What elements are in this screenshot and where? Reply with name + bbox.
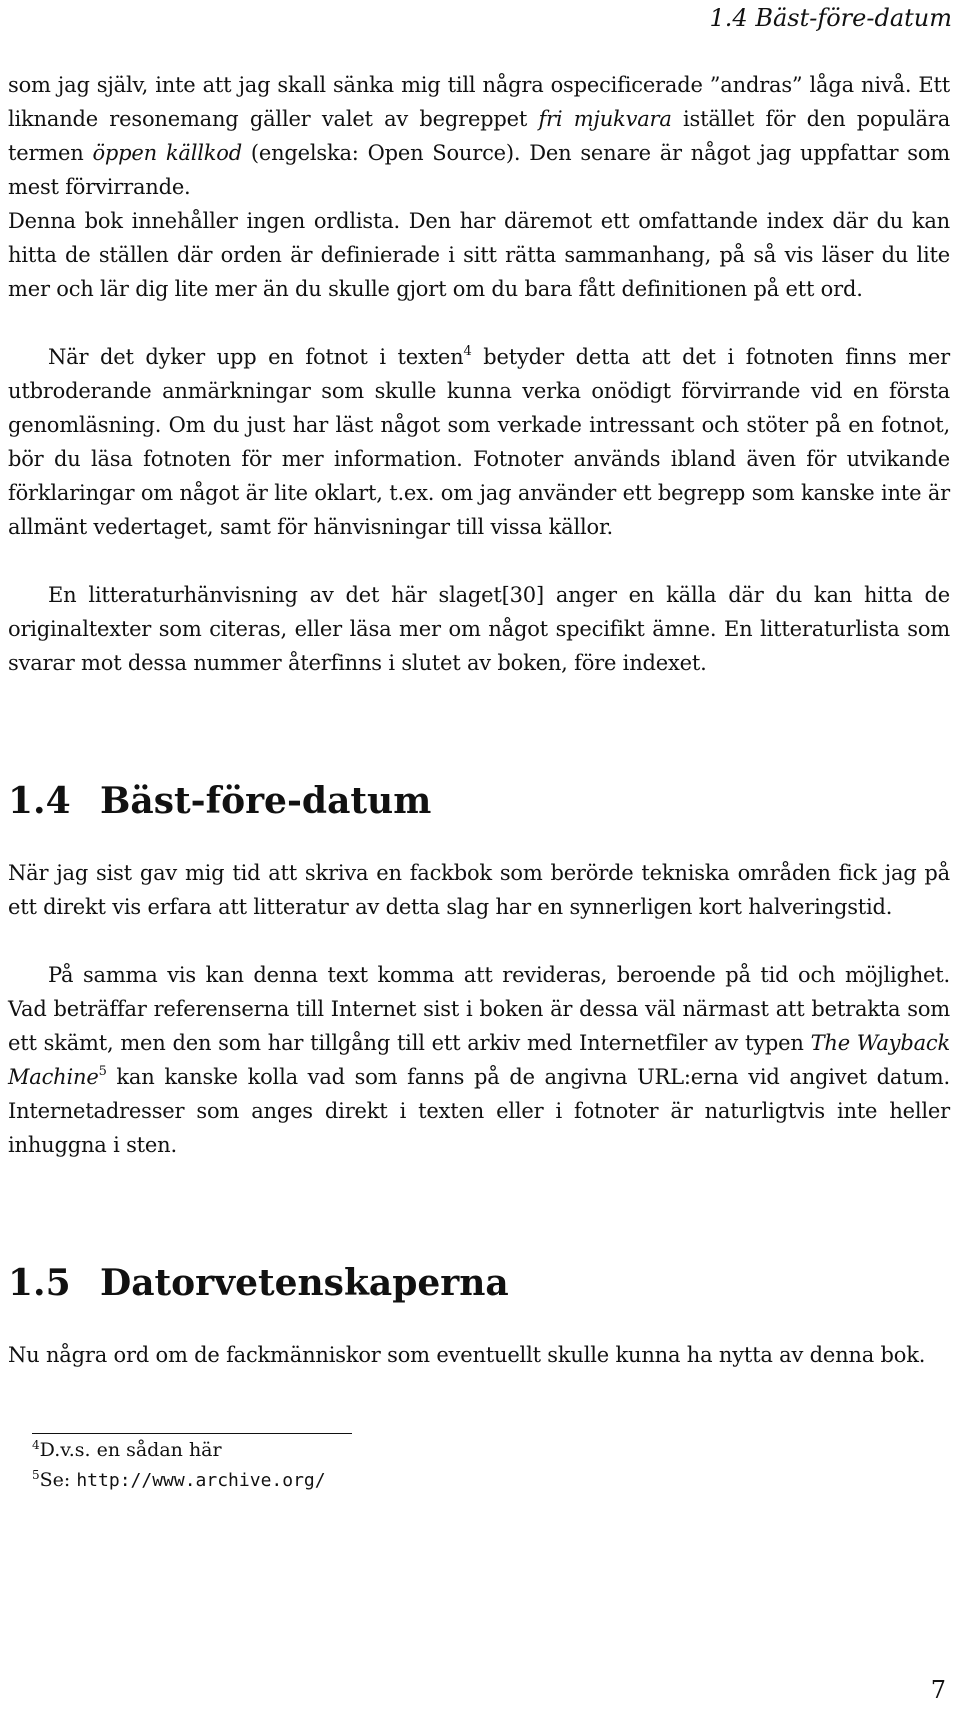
- footnote-rule: [32, 1433, 352, 1434]
- running-header: 1.4 Bäst-före-datum: [709, 4, 952, 32]
- footnote-mark[interactable]: 5: [98, 1064, 107, 1079]
- paragraph-references: En litteraturhänvisning av det här slaget[30] anger en källa där du kan hitta de originaltexter som citeras, eller läsa mer om något specifikt ämne. En litteraturlista som svarar mot dessa nummer återfinns i slutet av boken, före indexet.: [8, 583, 950, 675]
- section-title: Bäst-före-datum: [100, 780, 432, 822]
- paragraph-continued: [8, 68, 950, 204]
- section-number: 1.4: [8, 780, 71, 822]
- footnote-text: Se:: [39, 1469, 77, 1491]
- text-run: som jag själv, inte att jag skall sänka mig till några ospecificerade ”andras” låga nivå. Ett liknande resonemang gäller valet av begreppet: [8, 73, 950, 131]
- section-title: Datorvetenskaperna: [100, 1262, 509, 1304]
- paragraph-revisions: [8, 958, 950, 1162]
- text-run: När det dyker upp en fotnot i texten: [48, 345, 464, 369]
- paragraph-shelf-life: När jag sist gav mig tid att skriva en fackbok som berörde tekniska områden fick jag på ett direkt vis erfara att litteratur av detta slag har en synnerligen kort halveringstid.: [8, 861, 950, 919]
- footnote-4: [32, 1436, 222, 1464]
- paragraph-footnotes: [8, 340, 950, 544]
- paragraph-intro: Nu några ord om de fackmänniskor som eventuellt skulle kunna ha nytta av denna bok.: [8, 1343, 926, 1367]
- text-run: betyder detta att det i fotnoten finns mer utbroderande anmärkningar som skulle kunna verka onödigt förvirrande vid en första genomläsning. Om du just har läst något som verkade intressant och stöter på en fotnot, bör du läsa fotnoten för mer information. Fotnoter används ibland även för utvikande förklaringar om något är lite oklart, t.ex. om jag använder ett begrepp som kanske inte är allmänt vedertaget, samt för hänvisningar till vissa källor.: [8, 345, 950, 539]
- section-heading-1-5: [8, 1262, 509, 1304]
- section-heading-1-4: [8, 780, 431, 822]
- emphasis: The Wayback Machine: [8, 1031, 950, 1089]
- footnote-mark[interactable]: 4: [463, 344, 472, 359]
- footnote-number: 5: [32, 1468, 40, 1482]
- section-number: 1.5: [8, 1262, 71, 1304]
- text-run: På samma vis kan denna text komma att revideras, beroende på tid och möjlighet. Vad beträffar referenserna till Internet sist i boken är dessa väl närmast att betrakta som ett skämt, men den som har tillgång till ett arkiv med Internetfiler av typen: [8, 963, 950, 1055]
- paragraph-glossary: Denna bok innehåller ingen ordlista. Den har däremot ett omfattande index där du kan hitta de ställen där orden är definierade i sitt rätta sammanhang, på så vis läser du lite mer och lär dig lite mer än du skulle gjort om du bara fått definitionen på ett ord.: [8, 209, 950, 301]
- text-run: kan kanske kolla vad som fanns på de angivna URL:erna vid angivet datum. Internetadresser som anges direkt i texten eller i fotnoter är naturligtvis inte heller inhuggna i sten.: [8, 1065, 950, 1157]
- footnote-text: D.v.s. en sådan här: [39, 1439, 222, 1461]
- text-run: (engelska: Open Source). Den senare är något jag uppfattar som mest förvirrande.: [8, 141, 951, 199]
- footnote-5: [32, 1466, 326, 1495]
- footnote-number: 4: [32, 1438, 40, 1452]
- footnote-url-link[interactable]: http://www.archive.org/: [76, 1470, 326, 1491]
- emphasis: öppen källkod: [92, 141, 242, 165]
- text-run: istället för den populära termen: [8, 107, 951, 165]
- emphasis: fri mjukvara: [538, 107, 672, 131]
- page-number: 7: [930, 1676, 946, 1704]
